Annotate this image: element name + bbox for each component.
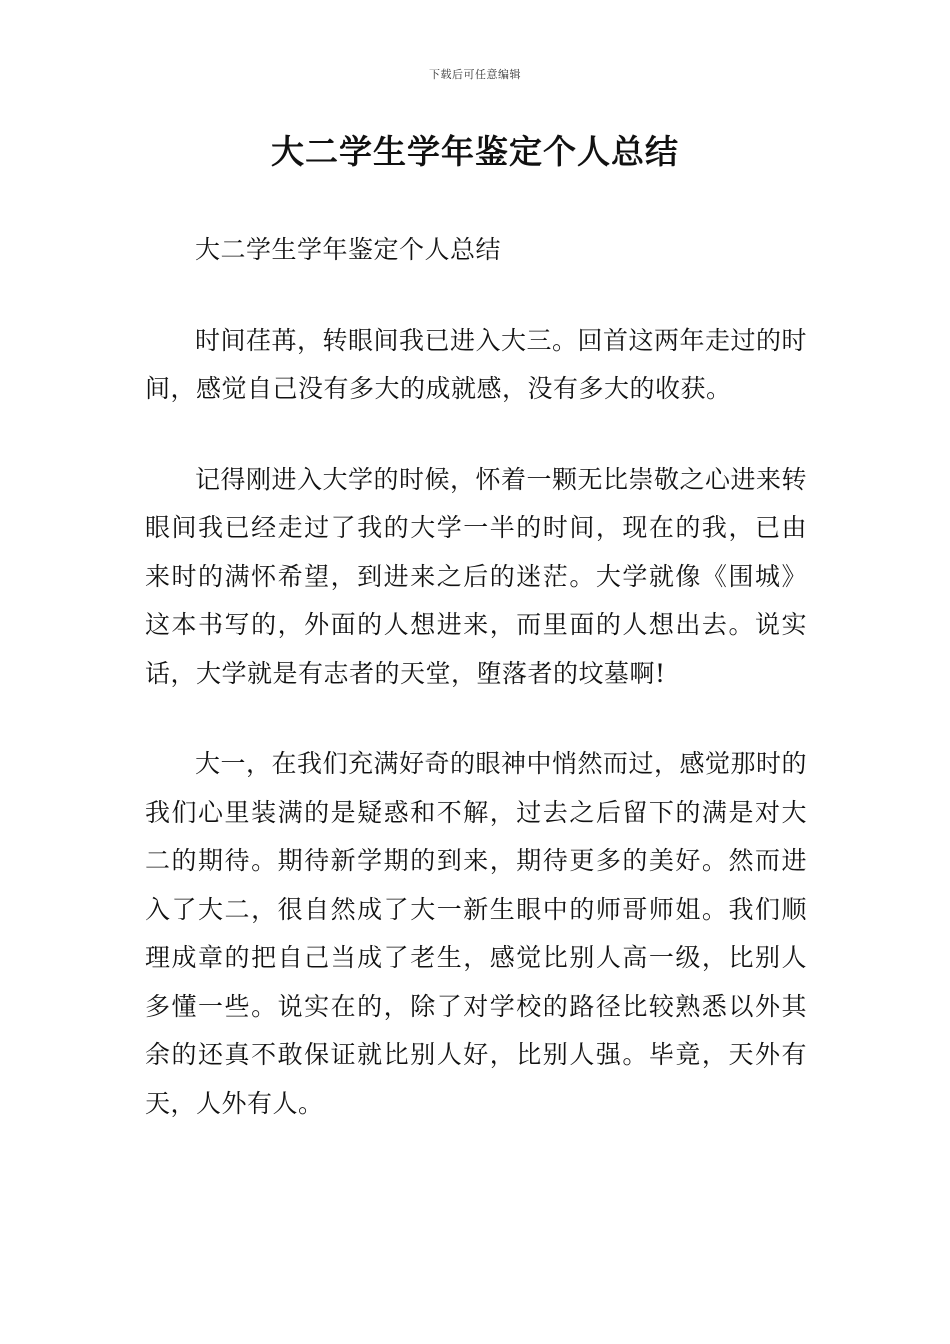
paragraph: 时间荏苒，转眼间我已进入大三。回首这两年走过的时间，感觉自己没有多大的成就感，没有多大的收获。	[145, 325, 808, 403]
header-note: 下载后可任意编辑	[429, 68, 521, 81]
document-title: 大二学生学年鉴定个人总结	[271, 132, 679, 171]
paragraph-subtitle: 大二学生学年鉴定个人总结	[195, 235, 502, 264]
paragraph: 记得刚进入大学的时候，怀着一颗无比崇敬之心进来转眼间我已经走过了我的大学一半的时间，现在的我，已由来时的满怀希望，到进来之后的迷茫。大学就像《围城》这本书写的，外面的人想进来，而里面的人想出去。说实话，大学就是有志者的天堂，堕落者的坟墓啊!	[145, 464, 808, 688]
paragraph: 大一，在我们充满好奇的眼神中悄然而过，感觉那时的我们心里装满的是疑惑和不解，过去之后留下的满是对大二的期待。期待新学期的到来，期待更多的美好。然而进入了大二，很自然成了大一新生眼中的师哥师姐。我们顺理成章的把自己当成了老生，感觉比别人高一级，比别人多懂一些。说实在的，除了对学校的路径比较熟悉以外其余的还真不敢保证就比别人好，比别人强。毕竟，天外有天，人外有人。	[145, 749, 808, 1118]
document-body	[145, 226, 807, 1128]
